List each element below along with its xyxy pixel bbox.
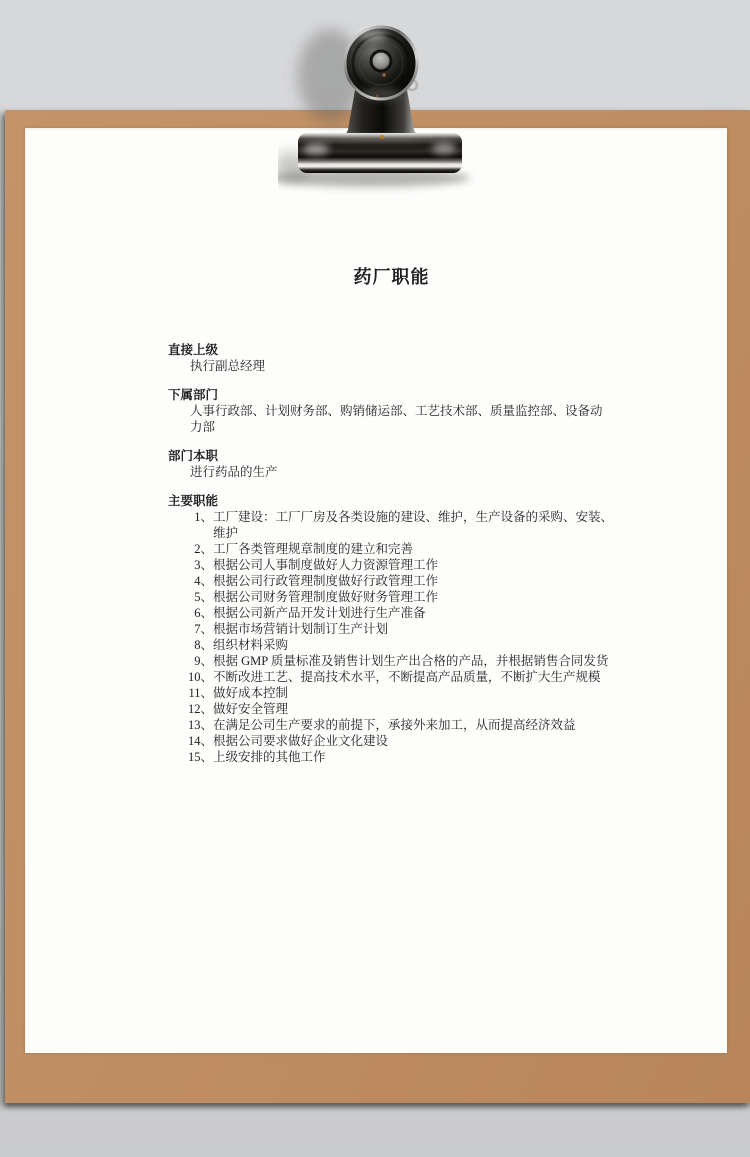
section-content-line: 进行药品的生产 bbox=[190, 465, 278, 479]
list-item-number: 14、 bbox=[187, 734, 213, 748]
list-item-number: 4、 bbox=[194, 574, 213, 588]
list-item-text: 根据市场营销计划制订生产计划 bbox=[213, 622, 389, 636]
list-item-number: 11、 bbox=[188, 686, 213, 700]
list-item bbox=[168, 669, 615, 685]
list-item-number: 8、 bbox=[194, 638, 213, 652]
list-item-number: 3、 bbox=[194, 558, 213, 572]
section-content-line: 执行副总经理 bbox=[190, 359, 266, 373]
list-item-text: 根据公司要求做好企业文化建设 bbox=[213, 734, 389, 748]
clipboard-board bbox=[5, 110, 750, 1103]
document-title: 药厂职能 bbox=[353, 267, 430, 287]
section-heading: 部门本职 bbox=[168, 449, 219, 463]
list-item-number: 1、 bbox=[194, 510, 213, 524]
list-item bbox=[168, 541, 615, 557]
section-0 bbox=[168, 342, 615, 374]
document-body bbox=[168, 266, 615, 765]
list-item bbox=[168, 701, 615, 717]
list-item-text: 不断改进工艺、提高技术水平，不断提高产品质量，不断扩大生产规模 bbox=[213, 670, 601, 684]
clip-amber-glint-2 bbox=[380, 135, 384, 139]
bulldog-clip-icon bbox=[278, 8, 488, 198]
list-item-number: 13、 bbox=[187, 718, 213, 732]
clip-bar-highlight-left bbox=[303, 143, 329, 155]
list-item-text: 做好成本控制 bbox=[213, 686, 289, 700]
list-item-text: 工厂各类管理规章制度的建立和完善 bbox=[213, 542, 414, 556]
list-item-text: 组织材料采购 bbox=[213, 638, 289, 652]
clip-bar-sheen bbox=[318, 135, 438, 143]
list-item bbox=[168, 557, 615, 573]
clip-bar-highlight-right bbox=[432, 142, 456, 154]
list-item-text: 在满足公司生产要求的前提下，承接外来加工，从而提高经济效益 bbox=[213, 718, 576, 732]
function-list bbox=[168, 509, 615, 765]
list-item-text: 做好安全管理 bbox=[213, 702, 289, 716]
list-item bbox=[168, 589, 615, 605]
document-page bbox=[25, 128, 727, 1053]
clip-head-bottom-sheen bbox=[361, 88, 401, 100]
list-item-text: 工厂建设：工厂厂房及各类设施的建设、维护，生产设备的采购、安装、维护 bbox=[213, 510, 614, 540]
list-item-text: 上级安排的其他工作 bbox=[213, 750, 326, 764]
section-heading: 下属部门 bbox=[168, 388, 219, 402]
list-item bbox=[168, 749, 615, 765]
list-item-text: 根据公司新产品开发计划进行生产准备 bbox=[213, 606, 426, 620]
list-item-text: 根据 GMP 质量标准及销售计划生产出合格的产品，并根据销售合同发货 bbox=[213, 654, 609, 668]
section-heading: 直接上级 bbox=[168, 343, 219, 357]
clip-amber-glint-1 bbox=[382, 73, 385, 76]
list-item-number: 9、 bbox=[194, 654, 213, 668]
list-item bbox=[168, 637, 615, 653]
section-1 bbox=[168, 387, 615, 435]
list-item-text: 根据公司行政管理制度做好行政管理工作 bbox=[213, 574, 439, 588]
list-item bbox=[168, 717, 615, 733]
list-item-text: 根据公司财务管理制度做好财务管理工作 bbox=[213, 590, 439, 604]
list-item-number: 2、 bbox=[194, 542, 213, 556]
list-item-number: 6、 bbox=[194, 606, 213, 620]
list-item bbox=[168, 621, 615, 637]
clip-head-hole bbox=[371, 51, 391, 71]
list-item bbox=[168, 653, 615, 669]
list-item-text: 根据公司人事制度做好人力资源管理工作 bbox=[213, 558, 439, 572]
list-item-number: 7、 bbox=[194, 622, 213, 636]
section-heading: 主要职能 bbox=[168, 494, 219, 508]
list-item-number: 10、 bbox=[187, 670, 213, 684]
list-item-number: 5、 bbox=[194, 590, 213, 604]
clip-amber-glint-3 bbox=[376, 95, 379, 98]
document-sections bbox=[168, 342, 615, 765]
list-item bbox=[168, 605, 615, 621]
section-content-line: 人事行政部、计划财务部、购销储运部、工艺技术部、质量监控部、设备动力部 bbox=[190, 404, 603, 434]
list-item bbox=[168, 685, 615, 701]
list-item-number: 15、 bbox=[187, 750, 213, 764]
list-item-number: 12、 bbox=[187, 702, 213, 716]
list-item bbox=[168, 509, 615, 541]
list-item bbox=[168, 733, 615, 749]
section-3 bbox=[168, 493, 615, 765]
section-2 bbox=[168, 448, 615, 480]
clip-head-specular bbox=[359, 30, 387, 40]
list-item bbox=[168, 573, 615, 589]
